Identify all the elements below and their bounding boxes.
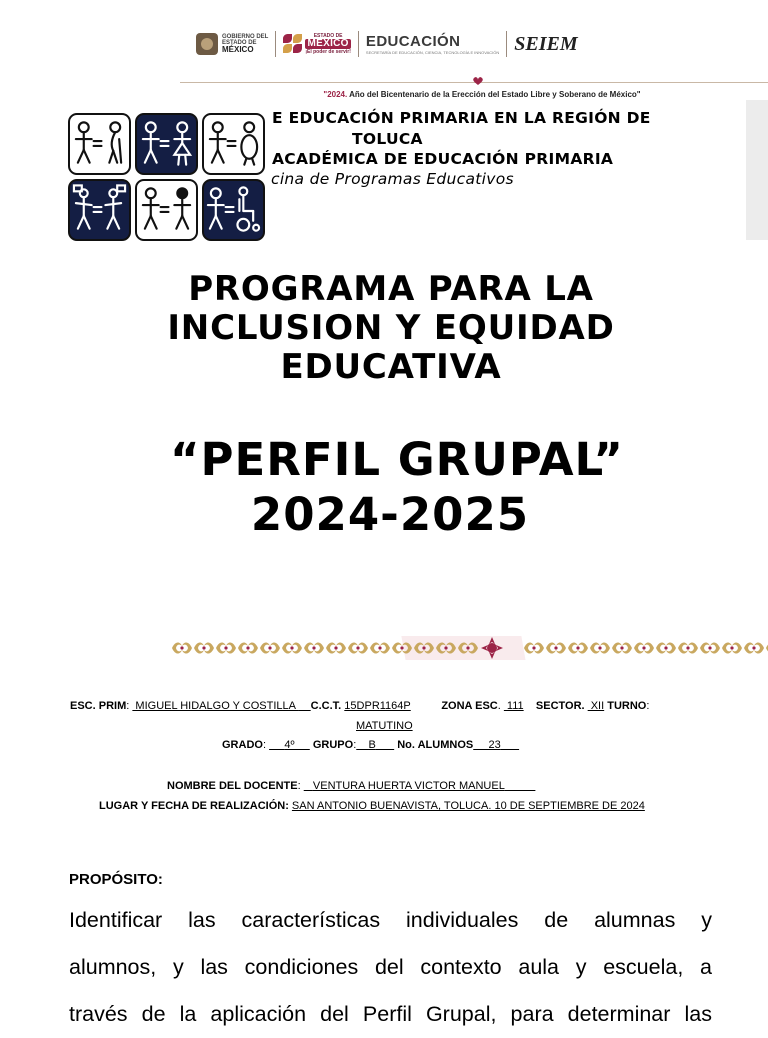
purpose-label: PROPÓSITO: [69,871,163,888]
lugar-fecha-row [99,800,645,812]
sector-label: SECTOR. [535,700,585,712]
alumnos-label: No. ALUMNOS [397,739,474,751]
cct-value: 15DPR1164P [344,700,411,712]
edomex-logo [283,33,351,55]
logo-divider [506,31,507,57]
docente-value: VENTURA HUERTA VICTOR MANUEL [312,780,505,792]
government-logo [196,33,268,55]
docente-row: NOMBRE DEL DOCENTE: VENTURA HUERTA VICTOR MANUEL [167,780,505,792]
ornament-unit [656,642,676,653]
esc-prim-value: MIGUEL HIDALGO Y COSTILLA [132,700,299,712]
pictogram-person-equals-person-icon [135,179,198,241]
logo-divider [275,31,276,57]
program-title-line-3: EDUCATIVA [280,347,502,387]
institution-line-2: TOLUCA [352,130,423,148]
ornament-unit [260,642,280,653]
ornament-unit [744,642,764,653]
purpose-text [69,897,712,1038]
inclusion-pictogram-icons [68,113,268,243]
purpose-line-3: través de la aplicación del Perfil Grupal, para determinar las [69,1002,712,1026]
program-title [0,270,768,387]
edomex-logo-text [305,33,351,55]
school-data-row-2: GRADO: 4º GRUPO: B No. ALUMNOS 23 [222,739,501,751]
gov-line-2: ESTADO DE [222,40,257,46]
school-data-row-1: ESC. PRIM: MIGUEL HIDALGO Y COSTILLA C.C.T. 15DPR1164P ZONA ESC. 111 SECTOR. XII TURNO: [70,700,650,712]
pictogram-person-equals-pregnant-icon [202,113,265,175]
ornament-unit [370,642,390,653]
ornament-unit [568,642,588,653]
ornament-unit [590,642,610,653]
ornament-unit [722,642,742,653]
pictogram-sign-language-icon [68,179,131,241]
pictogram-person-equals-woman-icon [135,113,198,175]
ornament-unit [238,642,258,653]
esc-prim-label: ESC. PRIM [70,700,127,712]
edomex-mid: MÉXICO [305,39,351,49]
ornament-icon [471,76,485,86]
ornament-unit [282,642,302,653]
ornament-unit [612,642,632,653]
zona-label: ZONA ESC [441,700,498,712]
ornament-unit [216,642,236,653]
ornament-band [170,636,768,660]
program-title-line-2: INCLUSION Y EQUIDAD [167,308,615,348]
grado-value: 4º [284,739,295,751]
zona-value: 111 [503,700,524,712]
program-title-line-1: PROGRAMA PARA LA [188,269,594,309]
institution-line-1: E EDUCACIÓN PRIMARIA EN LA REGIÓN DE [272,109,651,127]
lugar-label: LUGAR Y FECHA DE REALIZACIÓN: [99,800,289,812]
ornament-unit [348,642,368,653]
educacion-subtitle: SECRETARÍA DE EDUCACIÓN, CIENCIA, TECNOLOGÍA E INNOVACIÓN [365,49,500,55]
year-motto [0,90,768,99]
school-data-row-1b [356,720,413,732]
turno-label: TURNO [607,700,647,712]
grupo-value: B [368,739,376,751]
government-seal-icon [196,33,218,55]
year-motto-text: Año del Bicentenario de la Erección del Estado Libre y Soberano de México" [347,90,641,99]
sector-value: XII [587,700,605,712]
alumnos-value: 23 [488,739,501,751]
edomex-top: ESTADO DE [313,33,343,39]
docente-label: NOMBRE DEL DOCENTE [167,780,298,792]
seiem-logo: SEIEM [514,32,578,55]
ornament-unit [678,642,698,653]
educacion-title: EDUCACIÓN [365,32,461,50]
gov-line-1: GOBIERNO DEL [222,34,269,40]
pictogram-wheelchair-icon [202,179,265,241]
ornament-unit [546,642,566,653]
purpose-line-1: Identificar las características individuales de alumnas y [69,908,712,932]
government-logo-text [222,34,268,54]
pictogram-person-equals-elder-icon [68,113,131,175]
ornament-unit [194,642,214,653]
ornament-unit [524,642,544,653]
educacion-logo [366,34,499,55]
edomex-logo-icon [283,34,303,54]
logo-divider [358,31,359,57]
ornament-unit [392,642,412,653]
gov-line-3: MÉXICO [222,45,254,54]
edomex-slogan: ¡El poder de servir! [305,49,351,55]
ornament-unit [634,642,654,653]
institution-line-3: ACADÉMICA DE EDUCACIÓN PRIMARIA [272,150,614,168]
ornament-unit [304,642,324,653]
purpose-line-2: alumnos, y las condiciones del contexto aula y escuela, a [69,955,712,979]
perfil-grupal-title: “PERFIL GRUPAL” [169,433,625,486]
cct-label: C.C.T. [310,700,342,712]
lugar-value: SAN ANTONIO BUENAVISTA, TOLUCA. 10 DE SEPTIEMBRE DE 2024 [291,800,645,812]
ornament-unit [700,642,720,653]
logo-header [196,28,578,60]
year-motto-year: "2024. [323,90,348,99]
ornament-unit [326,642,346,653]
side-image-fragment [746,100,768,240]
grado-label: GRADO [222,739,263,751]
ornament-unit [172,642,192,653]
turno-value: MATUTINO [356,720,413,732]
grupo-label: GRUPO [312,739,354,751]
institution-line-4: cina de Programas Educativos [271,170,514,188]
school-year: 2024-2025 [250,488,530,541]
